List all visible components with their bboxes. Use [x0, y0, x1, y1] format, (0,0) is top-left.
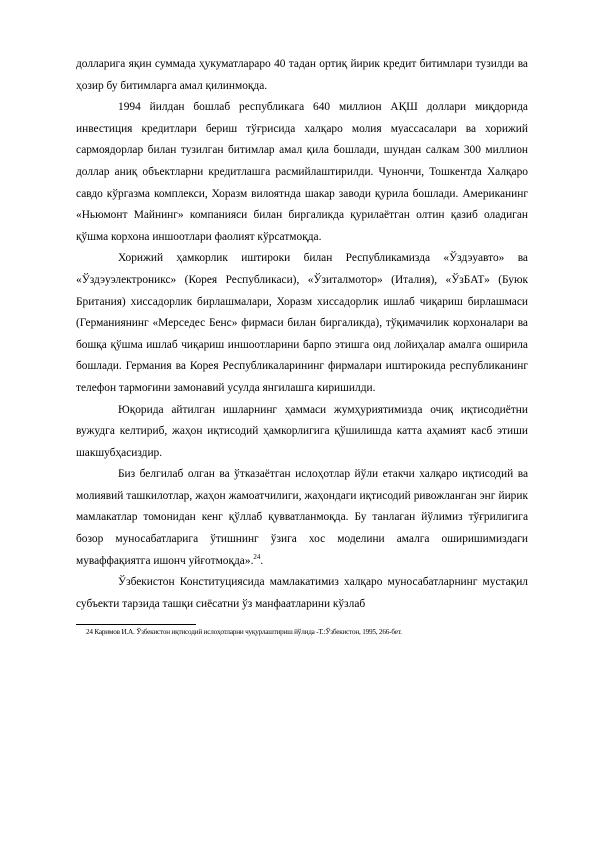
paragraph-2: 1994 йилдан бошлаб республикага 640 миллион АҚШ доллари миқдорида инвестиция кредитлари бериш тўғрисида халқаро молия муассасалари ва хорижий сармоядорлар билан тузилган битимлар амал қила бошлади, шундан салкам 300 миллион доллар аниқ объектларни кредитлашга расмийлаштирилди. Чунончи, Тошкентда Халқаро савдо кўргазма комплекси, Хоразм вилоятнда шакар заводи қурила бошлади. Американинг «Ньюмонт Майнинг» компанияси билан биргаликда қурилаётган олтин қазиб оладиган қўшма корхона иншоотлари фаолият кўрсатмоқда.	[76, 101, 528, 243]
footnote-divider	[76, 624, 196, 625]
paragraph-5-text: Биз белгилаб олган ва ўтказаётган ислоҳотлар йўли етакчи халқаро иқтисодий ва молиявий ташкилотлар, жаҳон жамоатчилиги, жаҳондаги иқтисодий ривожланган энг йирик мамлакатлар томонидан кенг қўллаб қувватланмоқда. Бу танлаган йўлимиз тўғрилигига бозор муносабатларига ўтишнинг ўзига хос моделини амалга оширишимиздаги муваффақиятга ишонч уйғотмоқда».	[76, 468, 528, 567]
footnote-text: 24 Каримов И.А. Ўзбекистон иқтисодий ислоҳотларни чуқурлаштириш йўлида -Т.:Ўзбекистон, 1995, 266-бет.	[86, 628, 402, 637]
footnote-reference[interactable]: 24	[253, 552, 261, 561]
paragraph-5	[76, 464, 528, 572]
paragraph-4: Юқорида айтилган ишларнинг ҳаммаси жумҳуриятимизда очиқ иқтисодиётни вужудга келтириб, жаҳон иқтисодий ҳамкорлигига қўшилишда катта аҳамият касб этиши шакшубҳасиздир.	[76, 403, 528, 459]
footnote-reference-suffix: .	[260, 554, 264, 567]
document-page	[76, 54, 528, 637]
paragraph-6: Ўзбекистон Конституциясида мамлакатимиз халқаро муносабатларнинг мустақил субъекти тарзида ташқи сиёсатни ўз манфаатларини кўзлаб	[76, 576, 528, 610]
paragraph-3: Хорижий ҳамкорлик иштироки билан Республикамизда «Ўздэуавто» ва «Ўздэуэлектроникс» (Корея Республикаси), «Ўзиталмотор» (Италия), «ЎзБАТ» (Буюк Британия) хиссадорлик бирлашмалари, Хоразм хиссадорлик ишлаб чиқариш бирлашмаси (Германиянинг «Мерседес Бенс» фирмаси билан биргаликда), тўқимачилик корхоналари ва бошқа қўшма ишлаб чиқариш иншоотларини барпо этишга оид лойиҳалар амалга оширила бошлади. Германия ва Корея Республикаларининг фирмалари иштирокида республиканинг телефон тармоғини замонавий усулда янгилашга киришилди.	[76, 252, 528, 394]
paragraph-1: долларига яқин суммада ҳукуматлараро 40 тадан ортиқ йирик кредит битимлари тузилди ва ҳозир бу битимларга амал қилинмоқда.	[76, 58, 528, 92]
